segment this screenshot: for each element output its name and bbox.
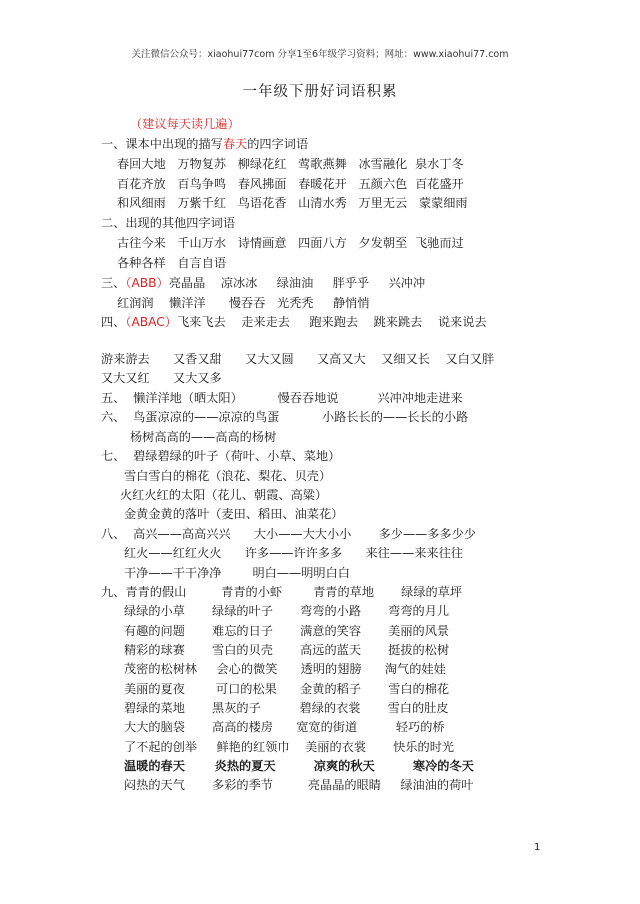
section-4-line <box>101 315 487 329</box>
section-8-line: 八、 高兴——高高兴兴 大小——大大小小 多少——多多少少 <box>101 527 476 541</box>
section-4-row: 又大又红 又大又多 <box>101 371 222 385</box>
section-9-row: 有趣的问题 难忘的日子 满意的笑容 美丽的风景 <box>124 624 450 638</box>
section-9-line: 九、青青的假山 青青的小虾 青青的草地 绿绿的草坪 <box>101 585 463 599</box>
section-1-row: 百花齐放 百鸟争鸣 春风拂面 春暖花开 五颜六色 百花盛开 <box>117 177 464 191</box>
section-4-number: 四、 <box>101 315 126 329</box>
section-1-row: 春回大地 万物复苏 柳绿花红 莺歌燕舞 冰雪融化 泉水丁冬 <box>117 157 464 171</box>
section-9-row: 精彩的球赛 雪白的贝壳 高远的蓝天 挺拔的松树 <box>124 643 450 657</box>
page-title: 一年级下册好词语积累 <box>242 84 398 100</box>
section-7-row: 金黄金黄的落叶（麦田、稻田、油菜花） <box>124 507 344 521</box>
section-9-row: 美丽的夏夜 可口的松果 金黄的稻子 雪白的棉花 <box>124 682 450 696</box>
page-header: 关注微信公众号：xiaohui77com 分享1至6年级学习资料；网址：www.xiaohui77.com <box>131 49 509 60</box>
page-number: 1 <box>534 842 541 853</box>
section-1-highlight: 春天 <box>222 137 248 151</box>
section-7-row: 雪白雪白的棉花（浪花、梨花、贝壳） <box>124 469 332 483</box>
section-3-number: 三、 <box>101 276 126 290</box>
section-2-heading: 二、出现的其他四字词语 <box>101 216 236 230</box>
section-9-row: 大大的脑袋 高高的楼房 宽宽的街道 轻巧的桥 <box>124 720 445 734</box>
section-1-row: 和风细雨 万紫千红 鸟语花香 山清水秀 万里无云 蒙蒙细雨 <box>117 196 468 210</box>
section-3-words: 亮晶晶 凉冰冰 绿油油 胖乎乎 兴冲冲 <box>168 276 426 290</box>
section-9-row: 闷热的天气 多彩的季节 亮晶晶的眼睛 绿油油的荷叶 <box>124 778 474 792</box>
section-1-heading-pre: 一、课本中出现的描写 <box>101 137 223 151</box>
section-9-row: 了不起的创举 鲜艳的红领巾 美丽的衣裳 快乐的时光 <box>124 740 455 754</box>
section-7-line: 七、 碧绿碧绿的叶子（荷叶、小草、菜地） <box>101 449 341 463</box>
section-2-row: 古往今来 千山万水 诗情画意 四面八方 夕发朝至 飞驰而过 <box>117 236 464 250</box>
section-6-line: 六、 鸟蛋凉凉的——凉凉的鸟蛋 小路长长的——长长的小路 <box>101 410 469 424</box>
section-2-row: 各种各样 自言自语 <box>117 256 227 270</box>
reading-tip: （建议每天读几遍） <box>130 117 240 131</box>
section-3-line <box>101 276 425 290</box>
section-3-tag: （ABB） <box>125 276 169 290</box>
section-9-row: 碧绿的菜地 黑灰的子 碧绿的衣裳 雪白的肚皮 <box>124 701 449 715</box>
section-5-line: 五、 懒洋洋地（晒太阳） 慢吞吞地说 兴冲冲地走进来 <box>101 391 463 405</box>
section-4-tag: （ABAC） <box>125 315 177 329</box>
section-6-row: 杨树高高的——高高的杨树 <box>130 430 277 444</box>
section-9-seasons-row: 温暖的春天 炎热的夏天 凉爽的秋天 寒冷的冬天 <box>124 759 474 773</box>
section-1-heading-post: 的四字词语 <box>247 137 309 151</box>
section-9-row: 茂密的松树林 会心的微笑 透明的翅膀 淘气的娃娃 <box>124 662 446 676</box>
section-8-row: 红火——红红火火 许多——许许多多 来往——来来往往 <box>124 546 463 560</box>
section-9-row: 绿绿的小草 绿绿的叶子 弯弯的小路 弯弯的月儿 <box>124 604 450 618</box>
section-4-words: 飞来飞去 走来走去 跑来跑去 跳来跳去 说来说去 <box>176 315 487 329</box>
section-7-row: 火红火红的太阳（花儿、朝霞、高粱） <box>120 488 328 502</box>
section-3-row: 红润润 懒洋洋 慢吞吞 光秃秃 静悄悄 <box>117 296 370 310</box>
section-4-row: 游来游去 又香又甜 又大又圆 又高又大 又细又长 又白又胖 <box>101 352 495 366</box>
section-1-heading <box>101 137 308 151</box>
section-8-row: 干净——干干净净 明白——明明白白 <box>124 566 350 580</box>
